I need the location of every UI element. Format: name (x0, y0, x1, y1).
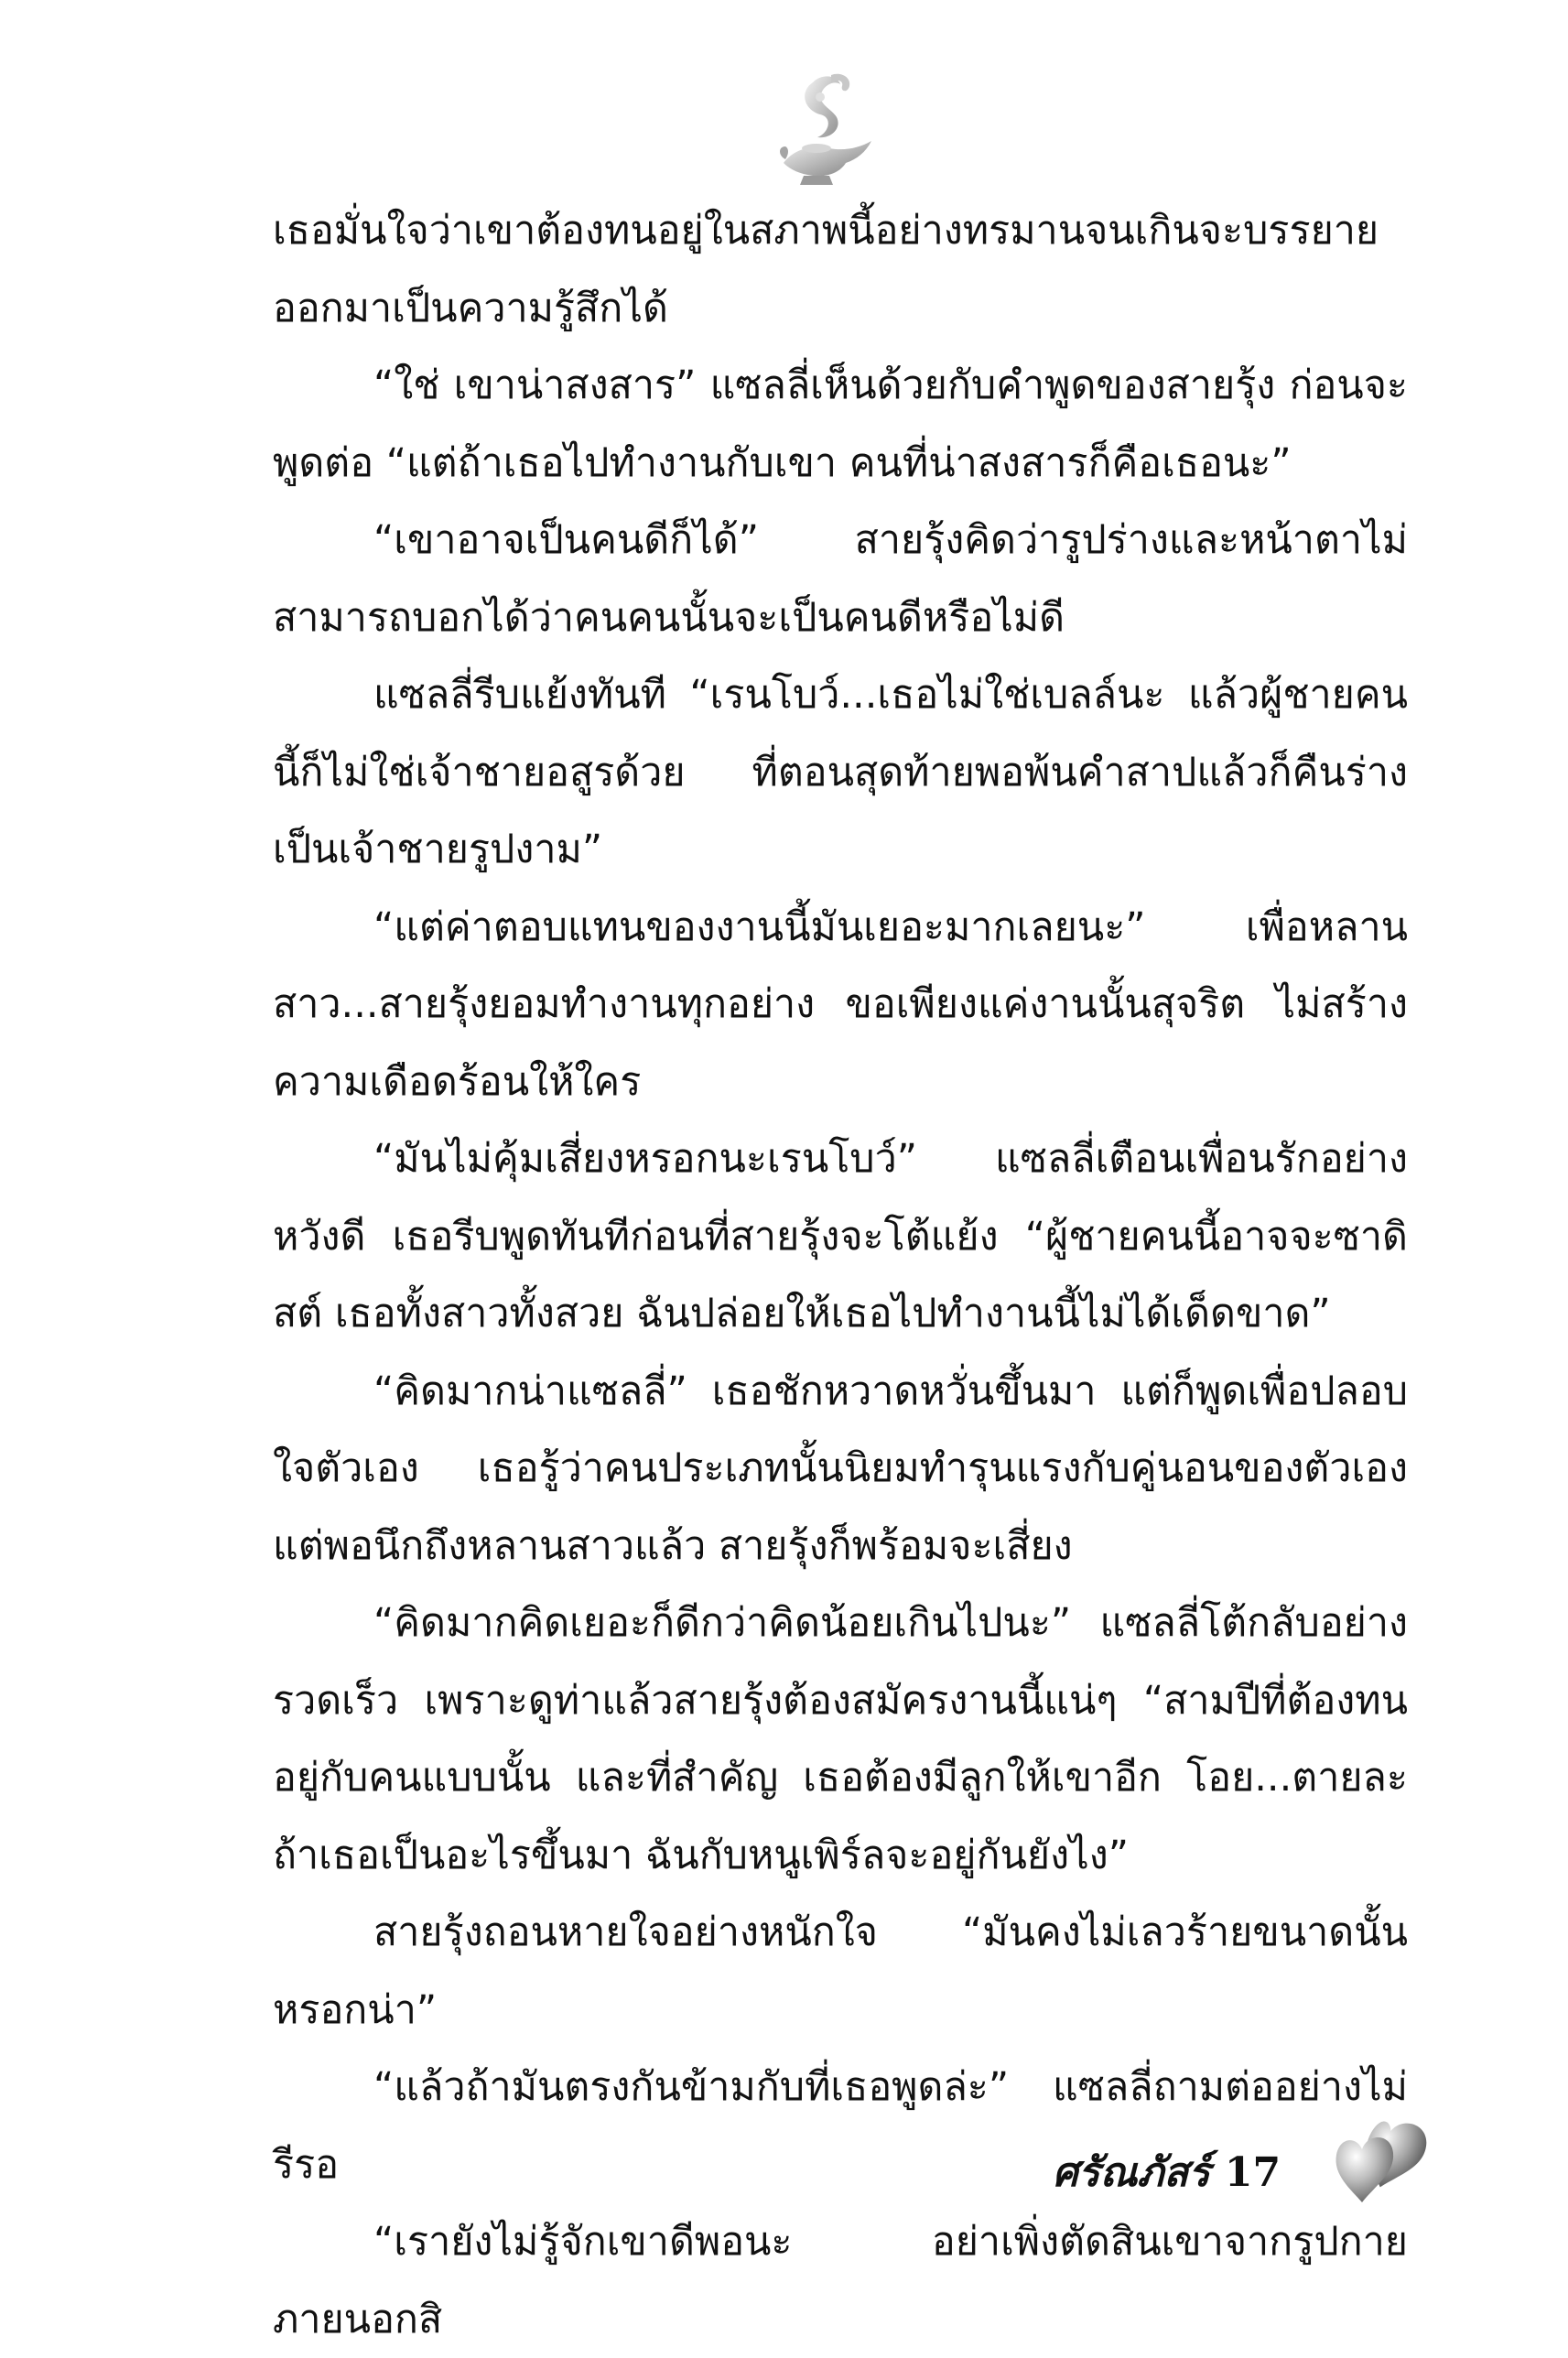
hearts-icon (1327, 2105, 1442, 2220)
paragraph: “มันไม่คุ้มเสี่ยงหรอกนะเรนโบว์” แซลลี่เตือนเพื่อนรักอย่างหวังดี เธอรีบพูดทันทีก่อนที่สายรุ้งจะโต้แย้ง “ผู้ชายคนนี้อาจจะซาดิสต์ เธอทั้งสาวทั้งสวย ฉันปล่อยให้เธอไปทำงานนี้ไม่ได้เด็ดขาด” (273, 1136, 1408, 1336)
paragraph: “ใช่ เขาน่าสงสาร” แซลลี่เห็นด้วยกับคำพูดของสายรุ้ง ก่อนจะพูดต่อ “แต่ถ้าเธอไปทำงานกับเขา คนที่น่าสงสารก็คือเธอนะ” (273, 362, 1408, 486)
paragraph: “คิดมากคิดเยอะก็ดีกว่าคิดน้อยเกินไปนะ” แซลลี่โต้กลับอย่างรวดเร็ว เพราะดูท่าแล้วสายรุ้งต้องสมัครงานนี้แน่ๆ “สามปีที่ต้องทนอยู่กับคนแบบนั้น และที่สำคัญ เธอต้องมีลูกให้เขาอีก โอย...ตายละถ้าเธอเป็นอะไรขึ้นมา ฉันกับหนูเพิร์ลจะอยู่กันยังไง” (273, 1600, 1408, 1878)
genie-lamp-icon (776, 64, 877, 201)
story-text (273, 192, 1408, 2358)
paragraph: “เรายังไม่รู้จักเขาดีพอนะ อย่าเพิ่งตัดสินเขาจากรูปกายภายนอกสิ (273, 2219, 1408, 2342)
footer-label (1053, 2140, 1281, 2204)
paragraph: “แต่ค่าตอบแทนของงานนี้มันเยอะมากเลยนะ” เพื่อหลานสาว...สายรุ้งยอมทำงานทุกอย่าง ขอเพียงแค่งานนั้นสุจริต ไม่สร้างความเดือดร้อนให้ใคร (273, 903, 1408, 1105)
paragraph: แซลลี่รีบแย้งทันที “เรนโบว์...เธอไม่ใช่เบลล์นะ แล้วผู้ชายคนนี้ก็ไม่ใช่เจ้าชายอสูรด้วย ที่ตอนสุดท้ายพอพ้นคำสาปแล้วก็คืนร่างเป็นเจ้าชายรูปงาม” (273, 672, 1408, 872)
page-number: 17 (1224, 2149, 1281, 2196)
paragraph: เธอมั่นใจว่าเขาต้องทนอยู่ในสภาพนี้อย่างทรมานจนเกินจะบรรยายออกมาเป็นความรู้สึกได้ (273, 208, 1379, 331)
paragraph: “แล้วถ้ามันตรงกันข้ามกับที่เธอพูดล่ะ” แซลลี่ถามต่ออย่างไม่รีรอ (273, 2064, 1408, 2188)
paragraph: “คิดมากน่าแซลลี่” เธอชักหวาดหวั่นขึ้นมา แต่ก็พูดเพื่อปลอบใจตัวเอง เธอรู้ว่าคนประเภทนั้นนิยมทำรุนแรงกับคู่นอนของตัวเอง แต่พอนึกถึงหลานสาวแล้ว สายรุ้งก็พร้อมจะเสี่ยง (273, 1368, 1408, 1569)
page-footer (1053, 2105, 1446, 2224)
paragraph: “เขาอาจเป็นคนดีก็ได้” สายรุ้งคิดว่ารูปร่างและหน้าตาไม่สามารถบอกได้ว่าคนคนนั้นจะเป็นคนดีหรือไม่ดี (273, 517, 1408, 641)
author-name: ศรัณภัสร์ (1053, 2149, 1210, 2196)
paragraph: สายรุ้งถอนหายใจอย่างหนักใจ “มันคงไม่เลวร้ายขนาดนั้นหรอกน่า” (273, 1909, 1408, 2033)
